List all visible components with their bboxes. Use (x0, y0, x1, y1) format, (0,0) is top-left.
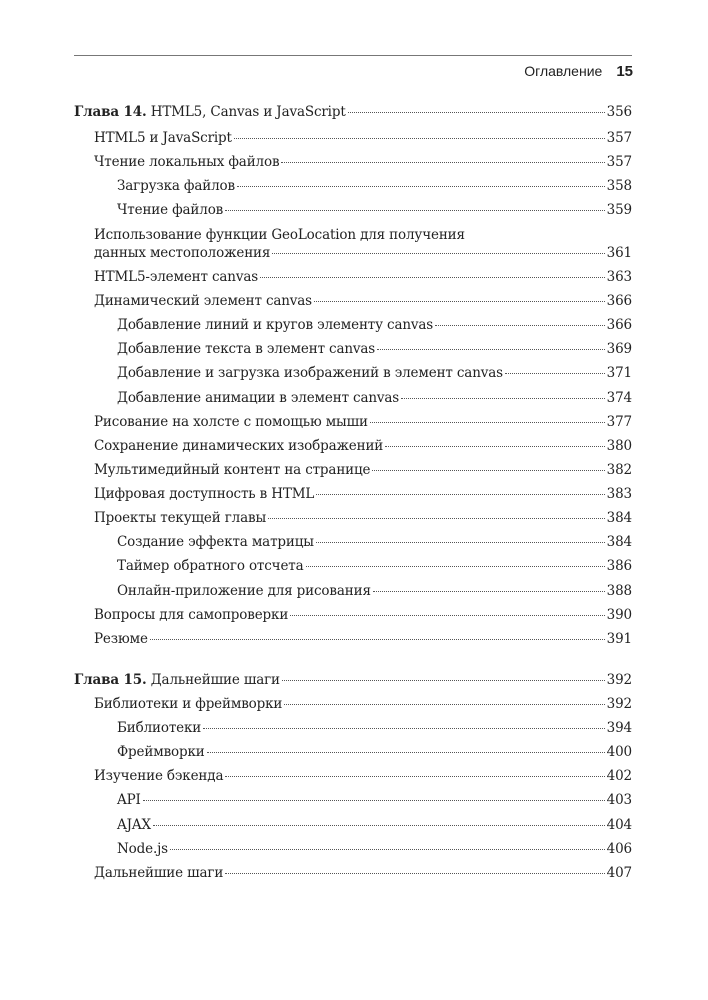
toc-entry (74, 437, 632, 455)
toc-entry-title: Библиотеки и фреймворки (94, 696, 283, 712)
toc-entry-title: Таймер обратного отсчета (117, 558, 304, 574)
toc-entry (74, 485, 632, 503)
toc-entry-page: 369 (606, 341, 632, 357)
dot-leader (377, 349, 605, 350)
toc-entry (74, 582, 632, 600)
dot-leader (260, 277, 605, 278)
toc-entry (74, 177, 632, 195)
dot-leader (314, 301, 605, 302)
dot-leader (348, 112, 605, 113)
dot-leader (281, 162, 604, 163)
toc-entry-title: HTML5 и JavaScript (94, 130, 232, 146)
toc-entry (74, 695, 632, 713)
toc-entry-title: Динамический элемент canvas (94, 293, 312, 309)
toc-entry (74, 364, 632, 382)
toc-entry (74, 557, 632, 575)
toc-entry (74, 743, 632, 761)
toc-entry-title: Проекты текущей главы (94, 510, 267, 526)
toc-entry-page: 392 (606, 696, 632, 712)
toc-entry-page: 388 (606, 583, 632, 599)
toc-entry (74, 840, 632, 858)
toc-entry-page: 357 (606, 154, 632, 170)
toc-entry-page: 394 (606, 720, 632, 736)
dot-leader (170, 849, 605, 850)
toc-entry (74, 816, 632, 834)
toc-entry-title: Фреймворки (117, 744, 205, 760)
toc-entry-page: 374 (606, 390, 632, 406)
dot-leader (234, 138, 605, 139)
dot-leader (150, 639, 605, 640)
toc-entry-title: HTML5, Canvas и JavaScript (150, 104, 346, 120)
dot-leader (401, 398, 605, 399)
toc-entry (74, 509, 632, 527)
toc-entry-page: 377 (606, 414, 632, 430)
toc-entry (74, 630, 632, 648)
toc-entry-title: Добавление и загрузка изображений в элемент canvas (117, 365, 503, 381)
toc-entry-title: Создание эффекта матрицы (117, 534, 314, 550)
dot-leader (203, 728, 605, 729)
dot-leader (385, 446, 605, 447)
toc-entry-page: 383 (606, 486, 632, 502)
toc-entry (74, 606, 632, 624)
toc-entry-title: Мультимедийный контент на странице (94, 462, 371, 478)
toc-entry (74, 316, 632, 334)
toc-entry-page: 361 (606, 245, 632, 261)
toc-entry-page: 363 (606, 269, 632, 285)
toc-entry-title: Цифровая доступность в HTML (94, 486, 315, 502)
chapter-label: Глава 15. (74, 672, 147, 688)
toc-entry-page: 392 (606, 672, 632, 688)
toc-entry-page: 380 (606, 438, 632, 454)
toc-entry-title: Добавление линий и кругов элементу canvas (117, 317, 434, 333)
toc-entry (74, 389, 632, 407)
toc-entry (74, 292, 632, 310)
dot-leader (284, 704, 604, 705)
toc-entry (74, 268, 632, 286)
toc-entry-page: 390 (606, 607, 632, 623)
toc-entry-page: 366 (606, 317, 632, 333)
dot-leader (306, 566, 605, 567)
toc-chapter-entry (74, 671, 632, 689)
toc-entry-page: 406 (606, 841, 632, 857)
toc-entry-title: Добавление анимации в элемент canvas (117, 390, 400, 406)
toc-entry-title: Дальнейшие шаги (94, 865, 224, 881)
toc-entry-page: 384 (606, 534, 632, 550)
toc-entry-page: 359 (606, 202, 632, 218)
header-rule (74, 55, 632, 56)
toc-entry-title: Резюме (94, 631, 148, 647)
toc-entry-page: 407 (606, 865, 632, 881)
toc-entry-page: 371 (606, 365, 632, 381)
toc-entry-page: 400 (606, 744, 632, 760)
dot-leader (225, 210, 605, 211)
dot-leader (370, 422, 605, 423)
toc-entry-title: AJAX (117, 817, 151, 833)
toc-entry (74, 461, 632, 479)
toc-entry-page: 384 (606, 510, 632, 526)
toc-entry-page: 358 (606, 178, 632, 194)
toc-entry-page: 402 (606, 768, 632, 784)
toc-entry (74, 226, 632, 262)
dot-leader (316, 542, 605, 543)
dot-leader (268, 518, 605, 519)
toc-entry-title: Чтение локальных файлов (94, 154, 280, 170)
toc-entry (74, 864, 632, 882)
toc-entry-title: Вопросы для самопроверки (94, 607, 289, 623)
toc-entry-title: Онлайн-приложение для рисования (117, 583, 371, 599)
dot-leader (237, 186, 605, 187)
toc-entry-title: Node.js (117, 841, 168, 857)
toc-entry-title: Изучение бэкенда (94, 768, 224, 784)
dot-leader (290, 615, 604, 616)
toc-entry (74, 533, 632, 551)
toc-entry-title: Добавление текста в элемент canvas (117, 341, 376, 357)
toc-entry (74, 719, 632, 737)
toc-entry-title: Загрузка файлов (117, 178, 235, 194)
dot-leader (153, 825, 605, 826)
toc-entry (74, 201, 632, 219)
toc-entry-title: Чтение файлов (117, 202, 224, 218)
toc-entry-page: 404 (606, 817, 632, 833)
toc-entry-title: Дальнейшие шаги (150, 672, 280, 688)
toc-entry-page: 386 (606, 558, 632, 574)
toc-entry (74, 413, 632, 431)
dot-leader (272, 253, 604, 254)
toc-entry-title: API (117, 792, 141, 808)
dot-leader (316, 494, 604, 495)
dot-leader (373, 591, 605, 592)
section-title: Оглавление (524, 63, 603, 79)
toc-entry-page: 391 (606, 631, 632, 647)
toc-entry-title: HTML5-элемент canvas (94, 269, 258, 285)
toc-entry (74, 340, 632, 358)
dot-leader (435, 325, 605, 326)
running-head (524, 63, 633, 80)
toc-entry (74, 129, 632, 147)
dot-leader (225, 776, 604, 777)
toc-entry-title: Библиотеки (117, 720, 202, 736)
toc-entry-title: данных местоположения (94, 245, 271, 261)
toc-entry-page: 403 (606, 792, 632, 808)
dot-leader (372, 470, 604, 471)
toc-entry-title: Рисование на холсте с помощью мыши (94, 414, 368, 430)
toc-entry (74, 767, 632, 785)
dot-leader (505, 373, 605, 374)
toc-entry-page: 357 (606, 130, 632, 146)
toc-entry-page: 382 (606, 462, 632, 478)
toc-entry-title: Сохранение динамических изображений (94, 438, 384, 454)
toc-entry (74, 153, 632, 171)
dot-leader (143, 800, 605, 801)
toc-entry-page: 366 (606, 293, 632, 309)
chapter-label: Глава 14. (74, 104, 147, 120)
page-number: 15 (616, 63, 633, 80)
dot-leader (282, 680, 605, 681)
dot-leader (225, 873, 604, 874)
toc-chapter-entry (74, 103, 632, 121)
dot-leader (207, 752, 605, 753)
toc-entry (74, 791, 632, 809)
toc-entry-title-line1: Использование функции GeoLocation для получения (94, 227, 465, 243)
toc-entry-page: 356 (606, 104, 632, 120)
